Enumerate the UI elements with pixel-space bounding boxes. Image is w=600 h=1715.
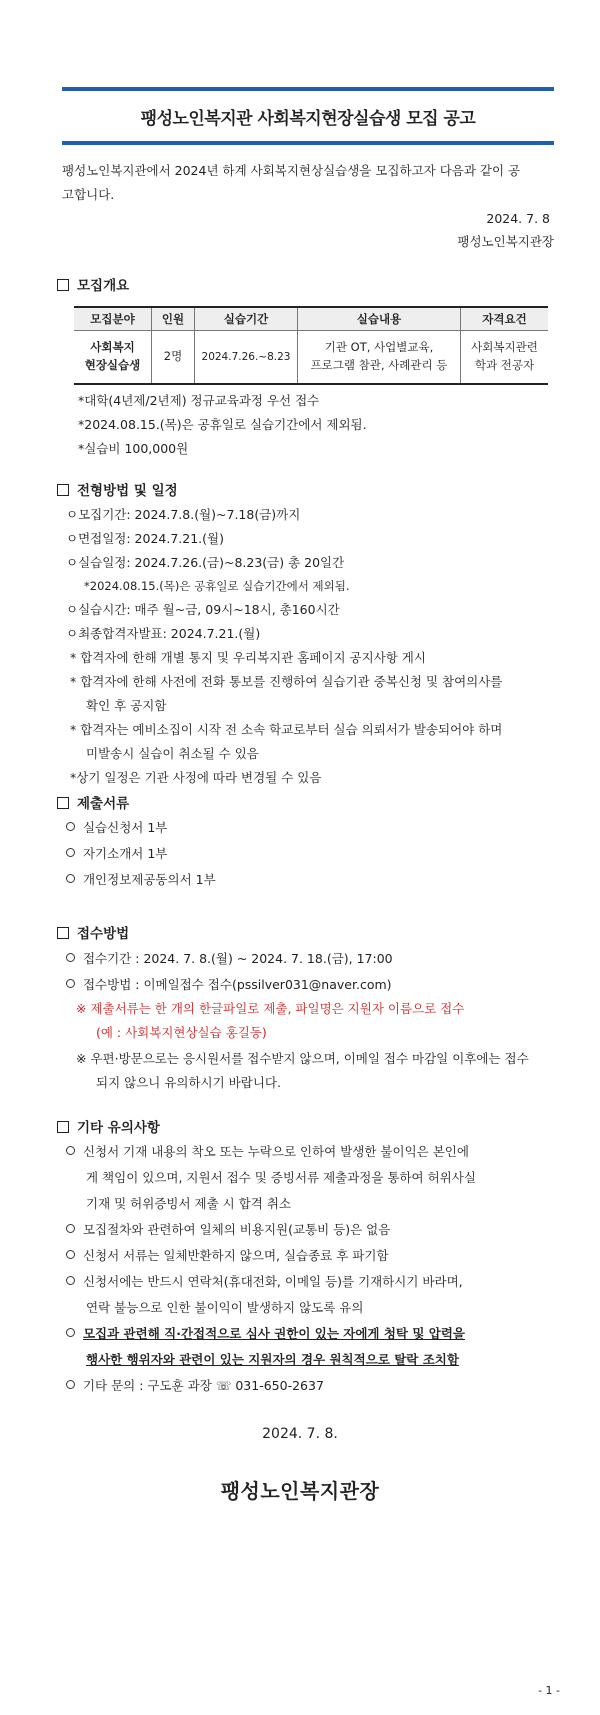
intro-line-1: 팽성노인복지관에서 2024년 하계 사회복지현상실습생을 모집하고자 다음과 같이 공 [62,163,521,178]
bullet-circle-icon [66,1146,75,1155]
application-example: (예 : 사회복지현상실습 홍길동) [96,1025,267,1040]
table-header-row [74,307,548,331]
bullet-circle-icon [66,1250,75,1259]
application-period: 접수기간 : 2024. 7. 8.(월) ~ 2024. 7. 18.(금), 17:00 [66,953,393,966]
notice-item-bold: 모집과 관련해 직·간접적으로 심사 권한이 있는 자에게 청탁 및 압력을 [66,1328,465,1341]
recruit-table [74,306,548,385]
header-org: 팽성노인복지관장 [457,234,554,249]
table-header: 실습내용 [298,307,461,331]
application-method: 접수방법 : 이메일접수 접수(pssilver031@naver.com) [66,979,392,992]
bullet-circle-icon [66,1328,75,1337]
title-rule [62,141,554,145]
notice-item: 기타 문의 : 구도훈 과장 ☏ 031-650-2637 [66,1380,324,1393]
section-heading-documents: 제출서류 [57,797,129,812]
schedule-note: * 합격자에 한해 개별 통지 및 우리복지관 홈페이지 공지사항 게시 [70,650,426,665]
bullet-circle-icon [66,848,75,857]
schedule-item: ㅇ모집기간: 2024.7.8.(월)~7.18(금)까지 [66,507,301,522]
schedule-item: ㅇ실습시간: 매주 월~금, 09시~18시, 총160시간 [66,602,340,617]
section-heading-schedule: 전형방법 및 일정 [57,484,178,499]
notice-item: 신청서에는 반드시 연락처(휴대전화, 이메일 등)를 기재하시기 바라며, [66,1276,463,1289]
header-date: 2024. 7. 8 [486,211,550,226]
page-number: - 1 - [538,1684,560,1697]
schedule-item: ㅇ최종합격자발표: 2024.7.21.(월) [66,626,261,641]
bullet-circle-icon [66,874,75,883]
notice-continuation: 기재 및 허위증빙서 제출 시 합격 취소 [86,1196,291,1211]
section-heading-application: 접수방법 [57,927,129,942]
document-item: 개인정보제공동의서 1부 [66,874,216,887]
signature: 팽성노인복지관장 [220,1479,380,1503]
bullet-circle-icon [66,1380,75,1389]
bullet-circle-icon [66,953,75,962]
table-cell-qualification: 사회복지관련 학과 전공자 [461,331,549,385]
notice-continuation-bold: 행사한 행위자와 관련이 있는 지원자의 경우 원칙적으로 탈락 조치함 [86,1352,459,1367]
table-header: 자격요건 [461,307,549,331]
document-item: 실습신청서 1부 [66,822,167,835]
checkbox-icon [57,927,69,939]
notice-item: 신청서 서류는 일체반환하지 않으며, 실습종료 후 파기함 [66,1250,389,1263]
section-heading-notes: 기타 유의사항 [57,1121,160,1136]
checkbox-icon [57,797,69,809]
footer-date: 2024. 7. 8. [262,1426,338,1442]
notice-item: 신청서 기재 내용의 착오 또는 누락으로 인하여 발생한 불이익은 본인에 [66,1146,469,1159]
schedule-note: 미발송시 실습이 취소될 수 있음 [86,746,259,761]
section-heading-recruit: 모집개요 [57,279,129,294]
page-title: 팽성노인복지관 사회복지현장실습생 모집 공고 [140,109,476,129]
note-line: *실습비 100,000원 [78,441,189,456]
table-header: 인원 [152,307,195,331]
checkbox-icon [57,484,69,496]
schedule-note: 확인 후 공지함 [86,698,167,713]
application-note: 되지 않으니 유의하시기 바랍니다. [96,1075,281,1090]
bullet-circle-icon [66,822,75,831]
schedule-note: *상기 일정은 기관 사정에 따라 변경될 수 있음 [70,770,322,785]
checkbox-icon [57,1121,69,1133]
intro-line-2: 고합니다. [62,187,115,202]
schedule-note: *2024.08.15.(목)은 공휴일로 실습기간에서 제외됨. [84,579,350,593]
schedule-note: * 합격자는 예비소집이 시작 전 소속 학교로부터 실습 의뢰서가 발송되어야 하며 [70,722,503,737]
table-cell-content: 기관 OT, 사업별교육, 프로그램 참관, 사례관리 등 [298,331,461,385]
table-header: 모집분야 [74,307,152,331]
schedule-item: ㅇ면접일정: 2024.7.21.(월) [66,531,224,546]
table-cell-period: 2024.7.26.~8.23 [195,331,298,385]
table-row [74,331,548,385]
top-rule [62,87,554,91]
schedule-item: ㅇ실습일정: 2024.7.26.(금)~8.23(금) 총 20일간 [66,555,345,570]
notice-continuation: 게 책임이 있으며, 지원서 접수 및 증빙서류 제출과정을 통하여 허위사실 [86,1170,476,1185]
application-warning: ※ 제출서류는 한 개의 한글파일로 제출, 파일명은 지원자 이름으로 접수 [76,1001,465,1016]
bullet-circle-icon [66,1224,75,1233]
bullet-circle-icon [66,979,75,988]
table-cell-field: 사회복지 현장실습생 [74,331,152,385]
note-line: *대학(4년제/2년제) 정규교육과정 우선 접수 [78,393,320,408]
schedule-note: * 합격자에 한해 사전에 전화 통보를 진행하여 실습기관 중복신청 및 참여의사를 [70,674,503,689]
notice-item: 모집절차와 관련하여 일체의 비용지원(교통비 등)은 없음 [66,1224,390,1237]
notice-continuation: 연락 불능으로 인한 불이익이 발생하지 않도록 유의 [86,1300,364,1315]
table-header: 실습기간 [195,307,298,331]
bullet-circle-icon [66,1276,75,1285]
table-cell-count: 2명 [152,331,195,385]
note-line: *2024.08.15.(목)은 공휴일로 실습기간에서 제외됨. [78,417,367,432]
document-item: 자기소개서 1부 [66,848,167,861]
application-note: ※ 우편·방문으로는 응시원서를 접수받지 않으며, 이메일 접수 마감일 이후에는 접수 [76,1051,529,1066]
checkbox-icon [57,279,69,291]
